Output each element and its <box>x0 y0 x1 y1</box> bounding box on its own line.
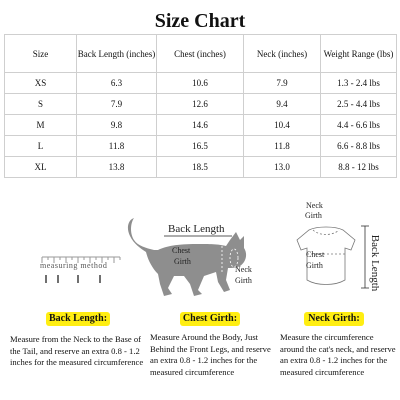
size-table <box>4 34 397 178</box>
cell-neck: 9.4 <box>244 94 321 115</box>
cat-back-length-label: Back Length <box>168 223 225 235</box>
table-row <box>5 157 397 178</box>
tape-label: measuring method <box>40 261 108 270</box>
cell-chest: 14.6 <box>157 115 244 136</box>
cell-chest: 16.5 <box>157 136 244 157</box>
header-back-length: Back Length (inches) <box>77 35 157 73</box>
chest-girth-badge: Chest Girth: <box>180 312 240 326</box>
shirt-chest-girth-label: Girth <box>306 261 323 270</box>
header-size: Size <box>5 35 77 73</box>
measuring-tape <box>40 255 122 287</box>
cell-chest: 18.5 <box>157 157 244 178</box>
measuring-tape-icon <box>40 255 122 287</box>
cell-size: M <box>5 115 77 136</box>
shirt-diagram <box>283 220 373 300</box>
cell-back-length: 11.8 <box>77 136 157 157</box>
shirt-neck-girth-label: Girth <box>305 211 322 220</box>
neck-girth-description: Measure the circumference around the cat's neck, and reserve an extra 0.8 - 1.2 inches for the measured circumference <box>280 332 396 377</box>
cell-neck: 11.8 <box>244 136 321 157</box>
cell-weight: 4.4 - 6.6 lbs <box>321 115 397 136</box>
cell-weight: 6.6 - 8.8 lbs <box>321 136 397 157</box>
chest-girth-description: Measure Around the Body, Just Behind the Front Legs, and reserve an extra 0.8 - 1.2 inches for the measured circumference <box>150 332 271 377</box>
table-row <box>5 115 397 136</box>
cell-back-length: 7.9 <box>77 94 157 115</box>
cat-chest-label: Chest <box>172 246 191 255</box>
table-row <box>5 94 397 115</box>
cell-back-length: 9.8 <box>77 115 157 136</box>
back-length-badge: Back Length: <box>46 312 110 326</box>
header-chest: Chest (inches) <box>157 35 244 73</box>
shirt-neck-label: Neck <box>306 201 323 210</box>
cell-neck: 7.9 <box>244 73 321 94</box>
cell-neck: 10.4 <box>244 115 321 136</box>
table-header-row <box>5 35 397 73</box>
cat-neck-girth-label: Girth <box>235 276 252 285</box>
cell-size: XL <box>5 157 77 178</box>
cell-chest: 12.6 <box>157 94 244 115</box>
cell-back-length: 13.8 <box>77 157 157 178</box>
cell-size: S <box>5 94 77 115</box>
cell-neck: 13.0 <box>244 157 321 178</box>
page-title: Size Chart <box>154 10 246 32</box>
cell-weight: 2.5 - 4.4 lbs <box>321 94 397 115</box>
header-neck: Neck (inches) <box>244 35 321 73</box>
cell-back-length: 6.3 <box>77 73 157 94</box>
shirt-chest-label: Chest <box>306 250 325 259</box>
cell-chest: 10.6 <box>157 73 244 94</box>
header-weight: Weight Range (lbs) <box>321 35 397 73</box>
cell-size: L <box>5 136 77 157</box>
neck-girth-badge: Neck Girth: <box>304 312 364 326</box>
cell-size: XS <box>5 73 77 94</box>
table-row <box>5 73 397 94</box>
shirt-back-length-label: Back Length <box>369 234 381 292</box>
cell-weight: 1.3 - 2.4 lbs <box>321 73 397 94</box>
cat-girth-label: Girth <box>174 257 191 266</box>
back-length-description: Measure from the Neck to the Base of the Tail, and reserve an extra 0.8 - 1.2 inches for the measured circumference <box>10 334 144 367</box>
cell-weight: 8.8 - 12 lbs <box>321 157 397 178</box>
table-row <box>5 136 397 157</box>
cat-neck-label: Neck <box>235 265 252 274</box>
